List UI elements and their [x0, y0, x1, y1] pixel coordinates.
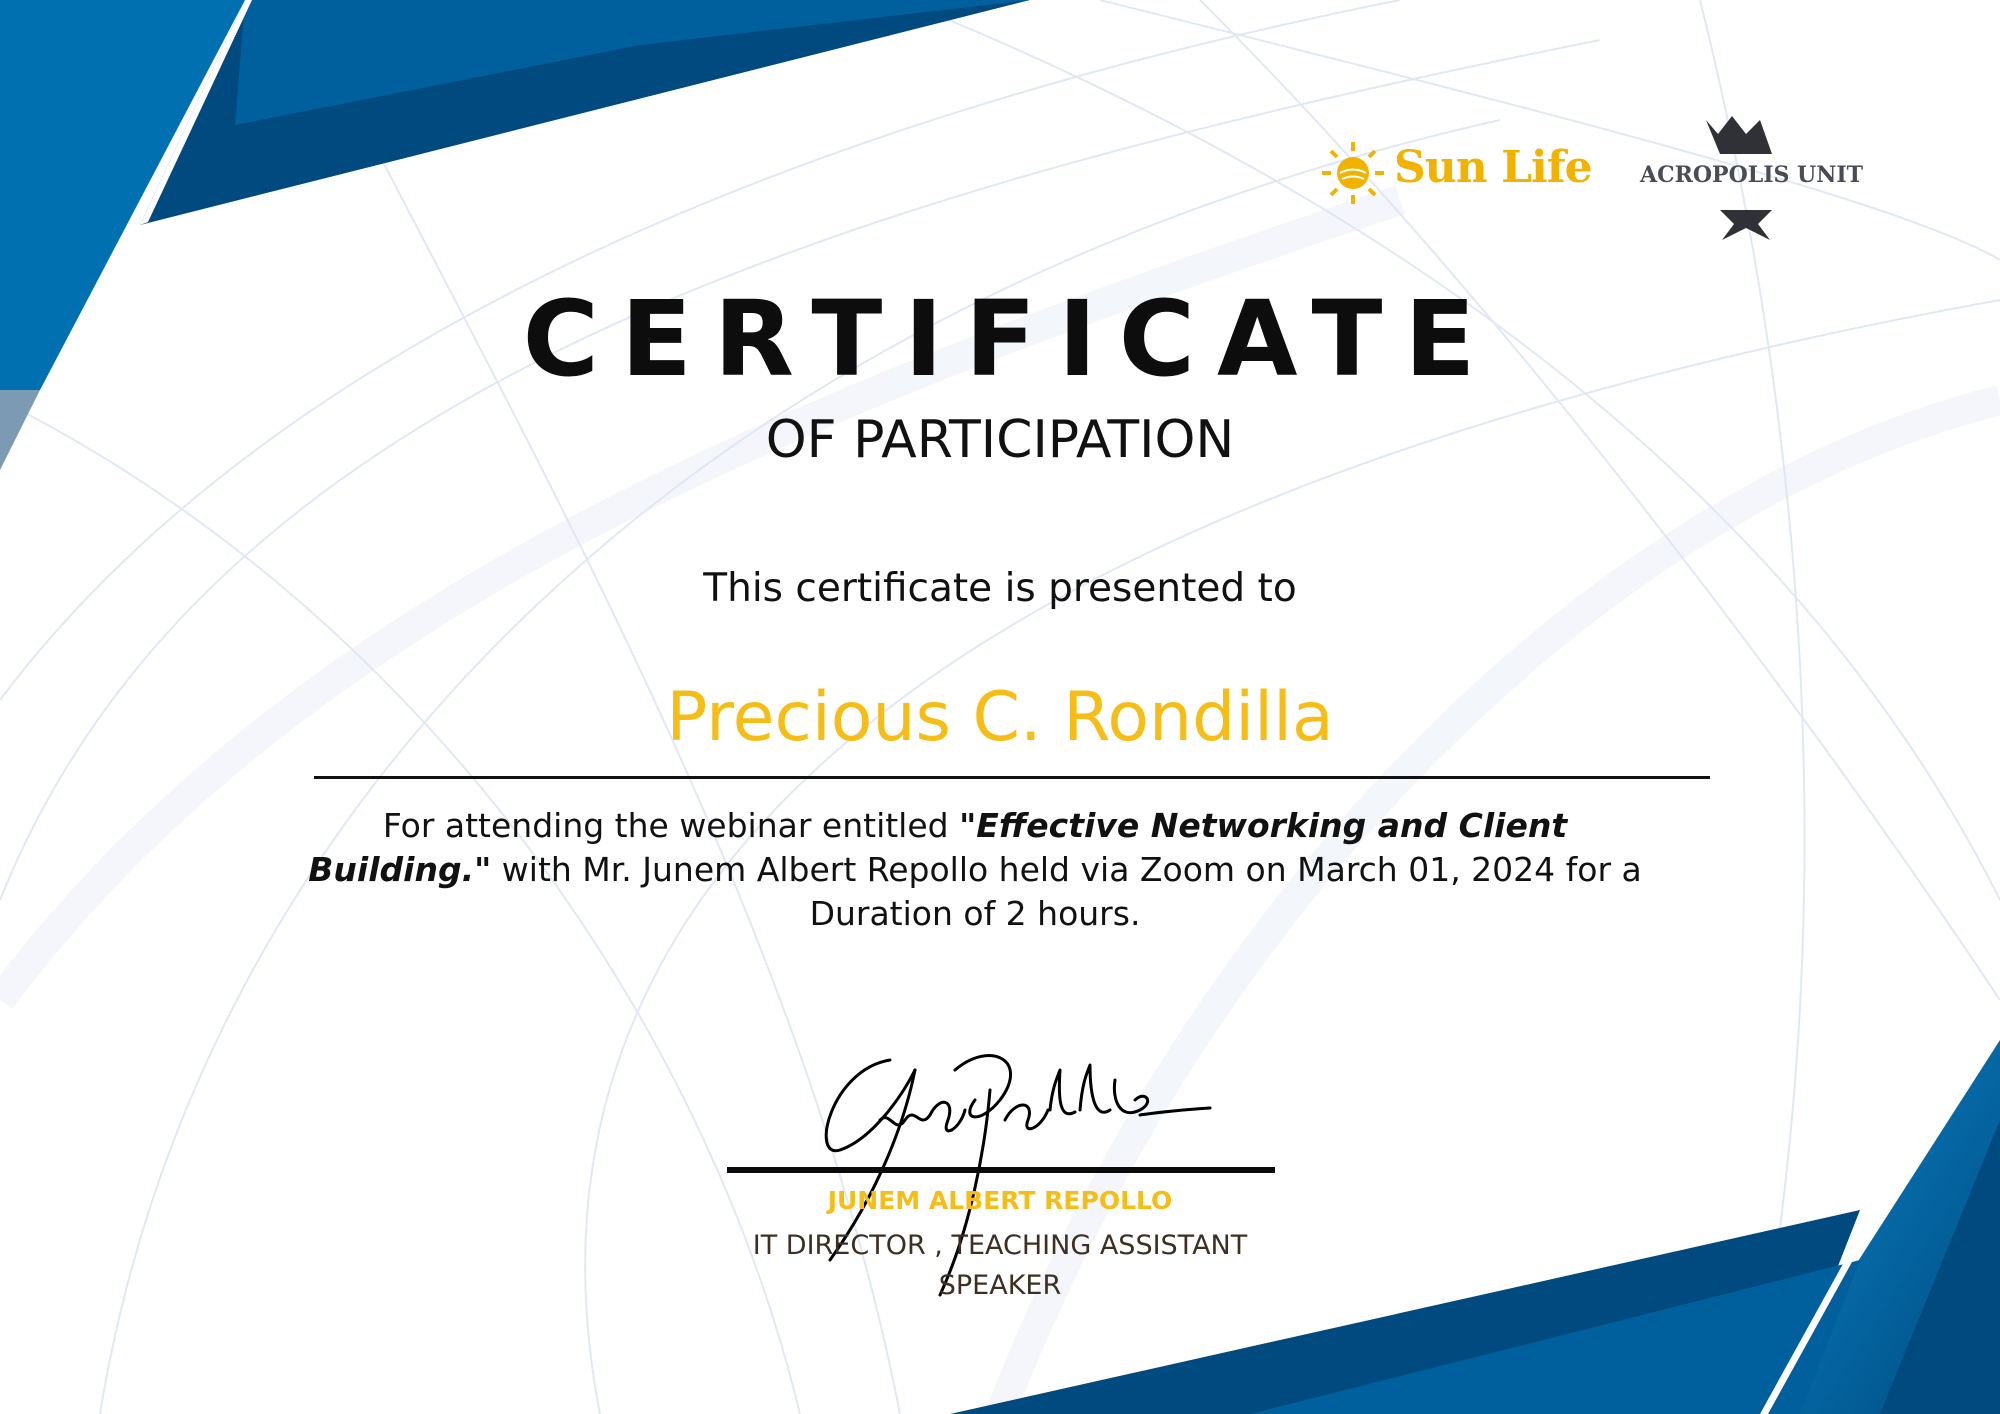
certificate-title: CERTIFICATE [522, 278, 1498, 400]
recipient-name: Precious C. Rondilla [666, 678, 1334, 757]
signatory-role-2: SPEAKER [938, 1270, 1062, 1301]
signature-line [727, 1167, 1275, 1173]
name-underline [314, 776, 1710, 779]
sun-icon [1318, 138, 1388, 208]
certificate-description [300, 804, 1650, 936]
certificate-subtitle: OF PARTICIPATION [765, 410, 1235, 470]
presented-to-text: This certificate is presented to [703, 566, 1297, 611]
acropolis-logo [1640, 110, 1863, 245]
signatory-role: IT DIRECTOR , TEACHING ASSISTANT [752, 1230, 1248, 1261]
webinar-title: "Effective Networking and Client Building." [308, 806, 1568, 889]
signatory-name: JUNEM ALBERT REPOLLO [827, 1186, 1173, 1215]
sunlife-logo [1318, 138, 1592, 208]
acropolis-logo-text: ACROPOLIS UNIT [1640, 162, 1863, 188]
description-prefix: For attending the webinar entitled [382, 806, 960, 845]
description-suffix: with Mr. Junem Albert Repollo held via Zoom on March 01, 2024 for a Duration of 2 hours. [491, 850, 1642, 933]
sunlife-logo-text: Sun Life [1394, 142, 1592, 193]
